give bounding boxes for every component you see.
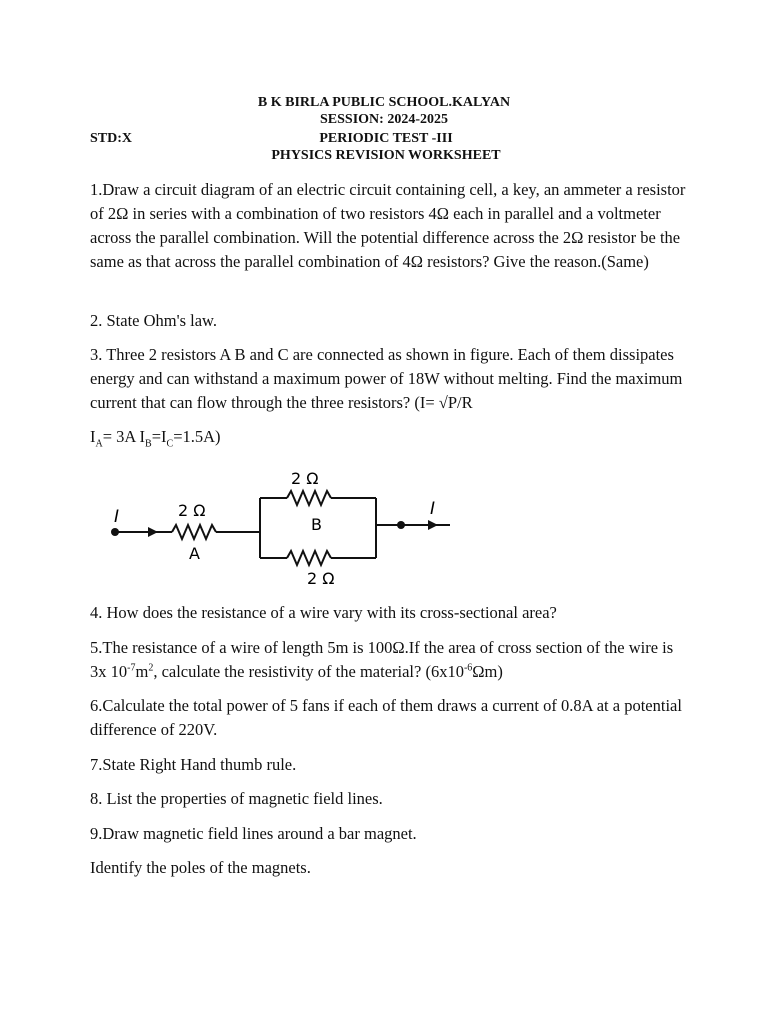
answer-part: I bbox=[90, 427, 96, 446]
label-current-in: I bbox=[114, 507, 120, 527]
answer-subscript-c: C bbox=[166, 438, 174, 450]
question-3-text: 3. Three 2 resistors A B and C are connected as shown in figure. Each of them dissipates energy and can withstand a maximum power of 18W without melting. Find the maximum current that can flow through the three resistors? (I= √P/R bbox=[90, 345, 683, 412]
question-5-part: m bbox=[135, 662, 149, 681]
question-1-text: 1.Draw a circuit diagram of an electric circuit containing cell, a key, an ammeter a resistor of 2Ω in series with a combination of two resistors 4Ω each in parallel and a voltmeter across the parallel combination. Will the potential difference across the 2Ω resistor be the same as that across the parallel combination of 4Ω resistors? Give the reason.(Same) bbox=[90, 180, 686, 271]
question-6 bbox=[90, 694, 690, 742]
question-4-text: 4. How does the resistance of a wire vary with its cross-sectional area? bbox=[90, 603, 557, 622]
question-5-superscript: 2 bbox=[148, 662, 154, 674]
question-9b bbox=[90, 856, 690, 880]
question-5-superscript: -7 bbox=[127, 662, 136, 674]
label-resistor-b-value: 2 Ω bbox=[291, 469, 319, 488]
std-label: STD:X bbox=[90, 131, 133, 146]
answer-part: =I bbox=[151, 427, 167, 446]
label-current-out: I bbox=[430, 499, 436, 519]
arrow-in-icon bbox=[148, 527, 158, 537]
question-4 bbox=[90, 601, 690, 625]
question-9b-text: Identify the poles of the magnets. bbox=[90, 858, 311, 877]
arrow-out-icon bbox=[428, 520, 438, 530]
question-2 bbox=[90, 309, 690, 333]
question-3 bbox=[90, 343, 690, 415]
resistor-b bbox=[287, 491, 331, 505]
output-terminal bbox=[397, 521, 405, 529]
label-resistor-a-name: A bbox=[189, 544, 200, 563]
question-9-text: 9.Draw magnetic field lines around a bar magnet. bbox=[90, 824, 417, 843]
question-5-superscript: -6 bbox=[463, 662, 473, 674]
answer-subscript-b: B bbox=[145, 438, 152, 450]
resistor-a bbox=[172, 525, 216, 539]
input-terminal bbox=[111, 528, 119, 536]
label-resistor-a-value: 2 Ω bbox=[178, 501, 206, 520]
question-9 bbox=[90, 822, 690, 846]
question-8 bbox=[90, 787, 690, 811]
label-resistor-b-name: B bbox=[311, 515, 322, 534]
question-6-text: 6.Calculate the total power of 5 fans if each of them draws a current of 0.8A at a potential difference of 220V. bbox=[90, 696, 682, 739]
question-1 bbox=[90, 178, 690, 274]
question-5-part: , calculate the resistivity of the material? (6x10 bbox=[153, 662, 464, 681]
question-2-text: 2. State Ohm's law. bbox=[90, 311, 218, 330]
question-5-part: 5.The resistance of a wire of length 5m is 100Ω.If the area of cross section of the wire is 3x 10 bbox=[90, 638, 674, 681]
session: SESSION: 2024-2025 bbox=[320, 112, 448, 127]
circuit-diagram bbox=[100, 460, 460, 590]
resistor-c bbox=[287, 551, 331, 565]
label-resistor-c-value: 2 Ω bbox=[307, 569, 335, 588]
question-5-part: Ωm) bbox=[472, 662, 503, 681]
test-title: PERIODIC TEST -III bbox=[319, 131, 453, 146]
question-5 bbox=[90, 636, 690, 684]
question-3-answer bbox=[90, 425, 690, 449]
worksheet-title: PHYSICS REVISION WORKSHEET bbox=[271, 148, 501, 163]
answer-part: = 3A I bbox=[102, 427, 146, 446]
question-7-text: 7.State Right Hand thumb rule. bbox=[90, 755, 297, 774]
answer-part: =1.5A) bbox=[173, 427, 221, 446]
answer-subscript-a: A bbox=[95, 438, 103, 450]
school-name: B K BIRLA PUBLIC SCHOOL.KALYAN bbox=[257, 95, 511, 110]
question-7 bbox=[90, 753, 690, 777]
question-8-text: 8. List the properties of magnetic field lines. bbox=[90, 789, 383, 808]
